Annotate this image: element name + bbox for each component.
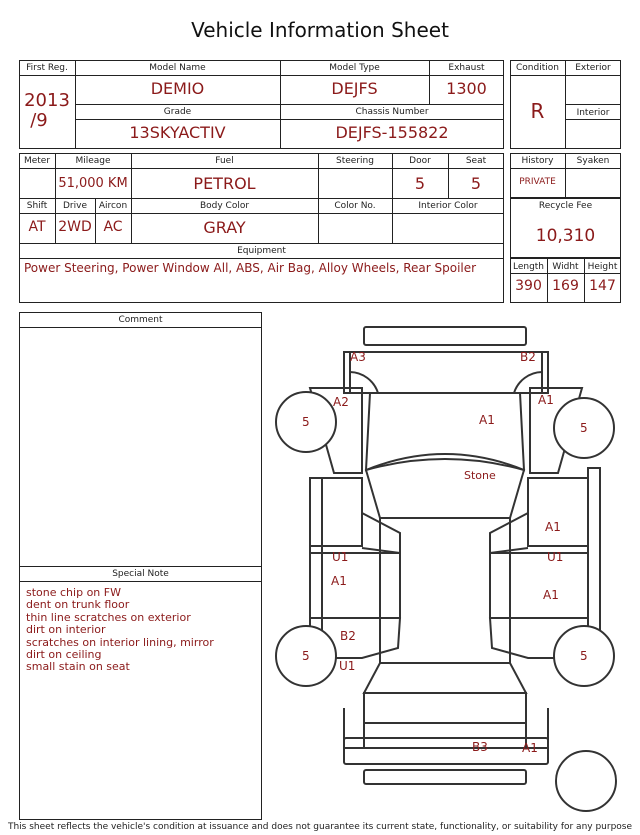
chassis-number-label: Chassis Number [355, 107, 429, 117]
damage-mark: Stone [464, 469, 496, 482]
special-note-item: dent on trunk floor [26, 598, 130, 612]
shift-label: Shift [26, 201, 48, 211]
disclaimer-footer: This sheet reflects the vehicle's condition at issuance and does not guarantee its current state, functionality, or suitability for any purpose [7, 822, 633, 832]
width-label: Widht [552, 262, 579, 272]
fuel-value: PETROL [193, 174, 256, 193]
fuel-label: Fuel [215, 156, 234, 166]
special-note-label: Special Note [112, 569, 169, 579]
page-title: Vehicle Information Sheet [191, 18, 449, 42]
damage-mark: A3 [350, 350, 366, 364]
chassis-number-value: DEJFS-155822 [335, 123, 449, 142]
recycle-fee-value: 10,310 [535, 226, 596, 246]
aircon-value: AC [103, 219, 123, 235]
door-value: 5 [414, 174, 426, 193]
left-side-outline [310, 478, 322, 648]
rear-window [364, 663, 526, 693]
model-type-value: DEJFS [331, 79, 378, 98]
body-color-value: GRAY [203, 218, 246, 237]
damage-mark: B3 [472, 740, 488, 754]
special-note-item: stone chip on FW [26, 586, 121, 599]
condition-value: R [530, 99, 545, 123]
seat-value: 5 [470, 174, 482, 193]
trunk [364, 693, 526, 723]
car-damage-diagram [270, 318, 630, 818]
color-no-label: Color No. [334, 201, 376, 211]
condition-label: Condition [516, 63, 559, 73]
first-reg-month: /9 [30, 110, 48, 131]
special-note-item: dirt on ceiling [26, 648, 102, 662]
equipment-value: Power Steering, Power Window All, ABS, Air Bag, Alloy Wheels, Rear Spoiler [24, 261, 477, 275]
model-name-value: DEMIO [150, 79, 205, 98]
tire-rear-right-value: 5 [580, 649, 588, 663]
door-label: Door [409, 156, 431, 166]
damage-mark: U1 [547, 550, 564, 564]
damage-mark: A1 [522, 741, 538, 755]
special-note-item: thin line scratches on exterior [26, 610, 191, 624]
exhaust-value: 1300 [446, 79, 487, 98]
damage-mark: B2 [340, 629, 356, 643]
right-rear-door [490, 553, 588, 618]
meter-label: Meter [23, 156, 51, 166]
exhaust-label: Exhaust [448, 63, 485, 73]
special-note-item: dirt on interior [26, 623, 106, 637]
special-note-list [26, 587, 214, 674]
hood [366, 393, 524, 470]
rear-body-outline [344, 708, 548, 748]
special-note-item: small stain on seat [26, 660, 130, 674]
seat-label: Seat [465, 156, 487, 166]
right-side-outline [588, 468, 600, 648]
grade-label: Grade [163, 107, 192, 117]
history-value: PRIVATE [519, 177, 556, 187]
first-reg-label: First Reg. [26, 63, 68, 73]
model-name-label: Model Name [149, 63, 206, 73]
body-color-label: Body Color [199, 201, 250, 211]
first-reg-year: 2013 [24, 90, 70, 111]
interior-color-label: Interior Color [418, 201, 478, 211]
aircon-label: Aircon [98, 201, 128, 211]
tire-front-right-value: 5 [580, 421, 588, 435]
damage-mark: A1 [543, 588, 559, 602]
headlight-left [350, 372, 378, 393]
comment-label: Comment [118, 315, 163, 325]
width-value: 169 [552, 278, 579, 294]
recycle-fee-label: Recycle Fee [538, 201, 593, 211]
mileage-value: 51,000 KM [58, 176, 128, 191]
equipment-label: Equipment [237, 246, 286, 256]
height-label: Height [587, 262, 618, 272]
tire-front-left-value: 5 [302, 415, 310, 429]
drive-label: Drive [63, 201, 87, 211]
damage-mark: A1 [331, 574, 347, 588]
rear-bumper [344, 738, 548, 764]
interior-label: Interior [576, 108, 610, 118]
length-label: Length [512, 262, 545, 272]
right-front-door [528, 478, 588, 546]
damage-mark: B2 [520, 350, 536, 364]
damage-mark: A1 [545, 520, 561, 534]
damage-mark: U1 [339, 659, 356, 673]
left-rear-door [310, 553, 400, 618]
damage-mark: A1 [538, 393, 554, 407]
left-front-door [310, 478, 362, 546]
damage-mark: A1 [479, 413, 495, 427]
grade-value: 13SKYACTIV [129, 123, 226, 142]
steering-label: Steering [336, 156, 374, 166]
model-type-label: Model Type [329, 63, 380, 73]
front-bumper [364, 327, 526, 345]
mileage-label: Mileage [75, 156, 111, 166]
syaken-label: Syaken [576, 156, 610, 166]
damage-mark: U1 [332, 550, 349, 564]
exterior-label: Exterior [575, 63, 611, 73]
drive-value: 2WD [58, 219, 92, 235]
spare-tire [556, 751, 616, 811]
tire-rear-left-value: 5 [302, 649, 310, 663]
special-note-item: scratches on interior lining, mirror [26, 635, 214, 649]
shift-value: AT [28, 219, 46, 235]
height-value: 147 [589, 278, 616, 294]
length-value: 390 [515, 278, 542, 294]
damage-mark: A2 [333, 395, 349, 409]
history-label: History [521, 156, 554, 166]
rear-bumper-lower [364, 770, 526, 784]
headlight-right [514, 372, 542, 393]
